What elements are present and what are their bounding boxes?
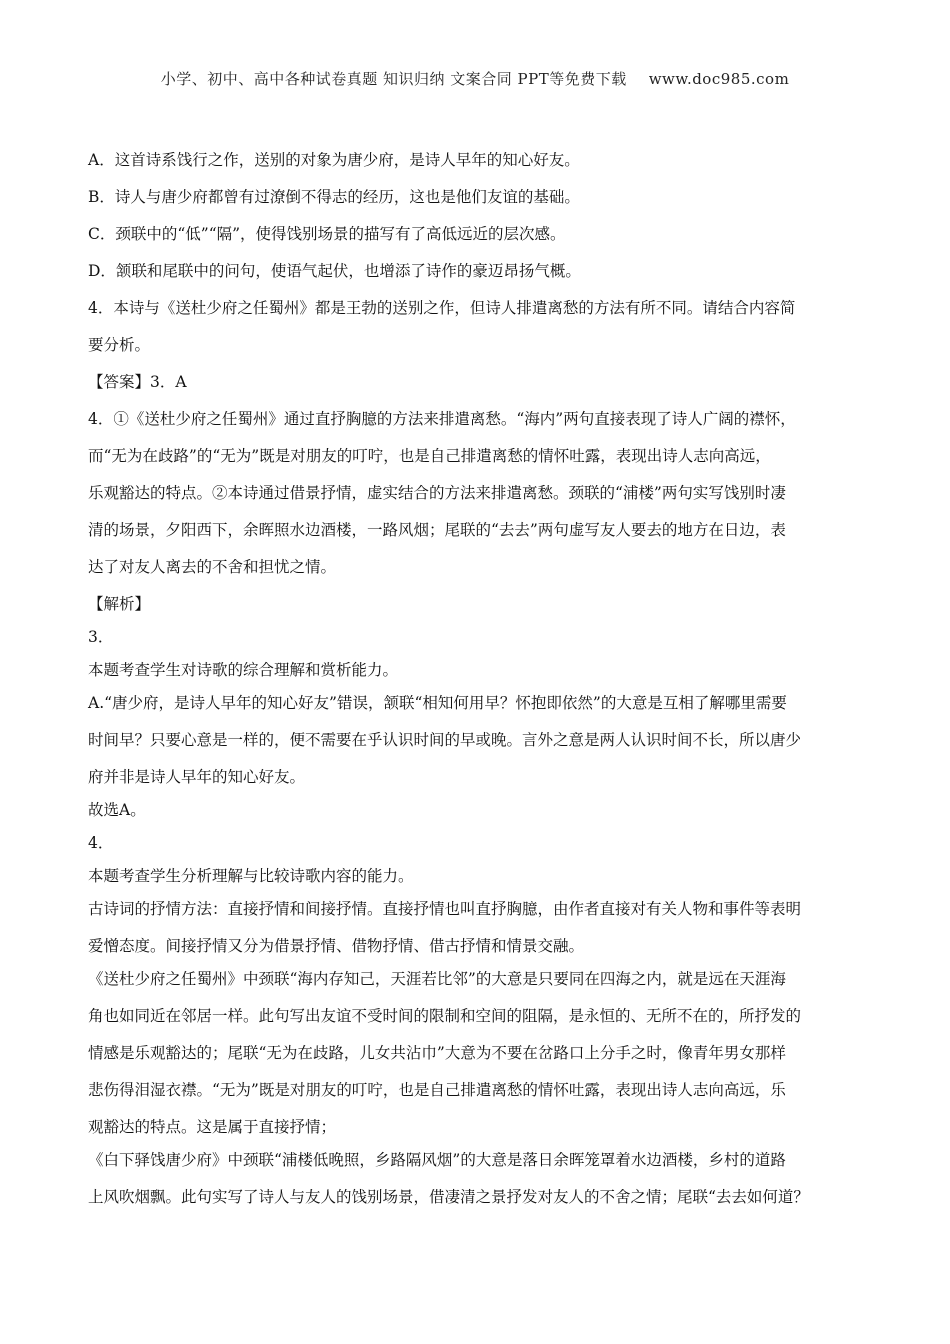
header-site: www.doc985.com bbox=[648, 70, 790, 88]
text-line: 观豁达的特点。这是属于直接抒情； bbox=[88, 1118, 337, 1136]
text-line: 情感是乐观豁达的；尾联“无为在歧路，儿女共沾巾”大意为不要在岔路口上分手之时，像青年男女那样 bbox=[88, 1044, 786, 1062]
text-line: A．这首诗系饯行之作，送别的对象为唐少府，是诗人早年的知心好友。 bbox=[88, 151, 580, 169]
text-line: A.“唐少府，是诗人早年的知心好友”错误，颔联“相知何用早？怀抱即依然”的大意是互相了解哪里需要 bbox=[88, 694, 787, 712]
text-line: C．颈联中的“低”“隔”，使得饯别场景的描写有了高低远近的层次感。 bbox=[88, 225, 566, 243]
text-line: D．颔联和尾联中的问句，使语气起伏，也增添了诗作的豪迈昂扬气概。 bbox=[88, 262, 581, 280]
text-line: 【解析】 bbox=[88, 595, 151, 613]
text-line: 上风吹烟飘。此句实写了诗人与友人的饯别场景，借凄清之景抒发对友人的不舍之情；尾联“去去如何道？ bbox=[88, 1188, 809, 1206]
text-line: 要分析。 bbox=[88, 336, 151, 354]
text-line: 古诗词的抒情方法：直接抒情和间接抒情。直接抒情也叫直抒胸臆，由作者直接对有关人物和事件等表明 bbox=[88, 900, 802, 918]
text-line: 爱憎态度。间接抒情又分为借景抒情、借物抒情、借古抒情和情景交融。 bbox=[88, 937, 585, 955]
page-header bbox=[0, 68, 950, 89]
text-line: 《白下驿饯唐少府》中颈联“浦楼低晚照，乡路隔风烟”的大意是落日余晖笼罩着水边酒楼，乡村的道路 bbox=[88, 1151, 786, 1169]
text-line: 4．本诗与《送杜少府之任蜀州》都是王勃的送别之作，但诗人排遣离愁的方法有所不同。请结合内容简 bbox=[88, 299, 796, 317]
text-line: 时间早？只要心意是一样的，便不需要在乎认识时间的早或晚。言外之意是两人认识时间不长，所以唐少 bbox=[88, 731, 802, 749]
text-line: 【答案】3．A bbox=[88, 373, 187, 391]
text-line: 清的场景，夕阳西下，余晖照水边酒楼，一路风烟；尾联的“去去”两句虚写友人要去的地方在日边，表 bbox=[88, 521, 786, 539]
text-line: B．诗人与唐少府都曾有过潦倒不得志的经历，这也是他们友谊的基础。 bbox=[88, 188, 580, 206]
text-line: 本题考查学生对诗歌的综合理解和赏析能力。 bbox=[88, 661, 399, 679]
text-line: 《送杜少府之任蜀州》中颈联“海内存知己，天涯若比邻”的大意是只要同在四海之内，就是远在天涯海 bbox=[88, 970, 786, 988]
text-line: 达了对友人离去的不舍和担忧之情。 bbox=[88, 558, 337, 576]
text-line: 本题考查学生分析理解与比较诗歌内容的能力。 bbox=[88, 867, 414, 885]
document-body bbox=[88, 150, 878, 1224]
text-line: 故选A。 bbox=[88, 801, 146, 819]
text-line: 悲伤得泪湿衣襟。“无为”既是对朋友的叮咛，也是自己排遣离愁的情怀吐露，表现出诗人志向高远，乐 bbox=[88, 1081, 786, 1099]
text-line: 角也如同近在邻居一样。此句写出友谊不受时间的限制和空间的阻隔，是永恒的、无所不在的，所抒发的 bbox=[88, 1007, 802, 1025]
text-line: 府并非是诗人早年的知心好友。 bbox=[88, 768, 306, 786]
header-text: 小学、初中、高中各种试卷真题 知识归纳 文案合同 PPT等免费下载 bbox=[160, 70, 627, 88]
text-line: 乐观豁达的特点。②本诗通过借景抒情，虚实结合的方法来排遣离愁。颈联的“浦楼”两句实写饯别时凄 bbox=[88, 484, 786, 502]
text-line: 4．①《送杜少府之任蜀州》通过直抒胸臆的方法来排遣离愁。“海内”两句直接表现了诗人广阔的襟怀， bbox=[88, 410, 796, 428]
text-line: 而“无为在歧路”的“无为”既是对朋友的叮咛，也是自己排遣离愁的情怀吐露，表现出诗人志向高远， bbox=[88, 447, 771, 465]
text-line: 3． bbox=[88, 628, 114, 646]
text-line: 4． bbox=[88, 834, 114, 852]
